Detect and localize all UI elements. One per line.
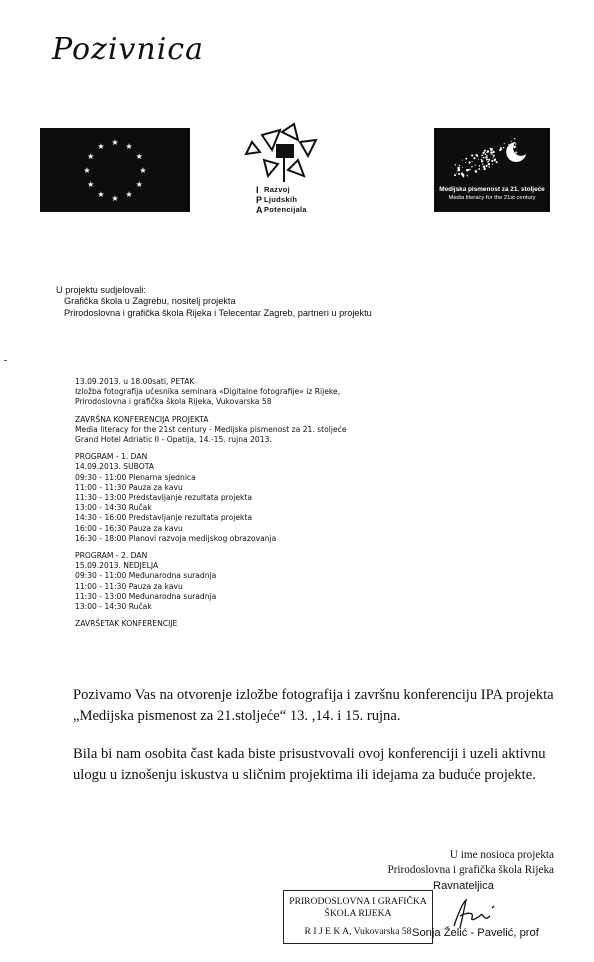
- schedule-line: Grand Hotel Adriatic II - Opatija, 14.-15. rujna 2013.: [75, 435, 272, 445]
- starburst-dot: [482, 152, 484, 154]
- eu-star-icon: ★: [125, 190, 133, 200]
- starburst-dot: [478, 159, 479, 160]
- eu-star-icon: ★: [97, 190, 105, 200]
- starburst-dot: [483, 166, 485, 168]
- starburst-dot: [490, 148, 491, 149]
- starburst-dot: [487, 161, 489, 163]
- eu-star-icon: ★: [83, 166, 91, 175]
- starburst-dot: [458, 173, 460, 175]
- starburst-dot: [485, 156, 487, 158]
- eu-star-icon: ★: [125, 141, 133, 151]
- starburst-dot: [482, 164, 483, 165]
- participants-heading: U projektu sudjelovali:: [56, 285, 146, 295]
- starburst-dot: [478, 168, 480, 170]
- starburst-dot: [492, 148, 493, 149]
- on-behalf-line: U ime nosioca projekta: [449, 849, 554, 861]
- stamp-line: R I J E K A, Vukovarska 58: [304, 926, 412, 937]
- starburst-dot: [462, 167, 463, 168]
- schedule-line: ZAVRŠNA KONFERENCIJA PROJEKTA: [75, 414, 209, 424]
- starburst-icon: [434, 128, 550, 188]
- starburst-dot: [477, 155, 478, 156]
- starburst-dot: [490, 150, 492, 152]
- schedule-line: 11:00 - 11:30 Pauza za kavu: [75, 482, 183, 492]
- eu-star-icon: ★: [87, 180, 95, 189]
- eu-star-icon: ★: [135, 180, 143, 189]
- starburst-dot: [487, 159, 488, 160]
- media-logo-subtitle: Media literacy for the 21st century: [448, 195, 536, 201]
- stamp-line: PRIRODOSLOVNA I GRAFIČKA: [289, 896, 427, 907]
- starburst-dot: [465, 158, 467, 160]
- scan-mark: [4, 360, 7, 361]
- schedule-line: 13:00 - 14:30 Ručak: [75, 602, 152, 612]
- participant-line: Grafička škola u Zagrebu, nositelj projekta: [64, 296, 236, 307]
- day1-block: [75, 452, 347, 544]
- starburst-dot: [462, 160, 463, 161]
- starburst-dot: [475, 170, 478, 173]
- starburst-dot: [473, 157, 475, 159]
- starburst-dot: [490, 154, 491, 155]
- event-schedule: [75, 377, 347, 629]
- ipa-letter: I: [256, 185, 259, 195]
- starburst-dot: [472, 161, 473, 162]
- starburst-dot: [481, 160, 483, 162]
- document-title: Pozivnica: [52, 32, 204, 67]
- starburst-dot: [466, 169, 469, 172]
- participants-section: [56, 285, 372, 319]
- ipa-acronym: [256, 185, 263, 215]
- schedule-line: 13.09.2013. u 18.00sati, PETAK: [75, 377, 195, 386]
- schedule-line: 16:00 - 16:30 Pauza za kavu: [75, 523, 183, 533]
- starburst-dot: [481, 154, 483, 156]
- starburst-dot: [515, 151, 517, 153]
- starburst-dot: [456, 171, 457, 172]
- starburst-dot: [491, 160, 493, 162]
- starburst-dot: [493, 158, 494, 159]
- exhibition-block: [75, 377, 347, 408]
- media-literacy-logo: [434, 128, 550, 212]
- starburst-dot: [487, 150, 489, 152]
- starburst-dot: [488, 163, 490, 165]
- eu-star-icon: ★: [139, 166, 147, 175]
- starburst-dot: [492, 164, 493, 165]
- schedule-line: 14:30 - 16:00 Predstavljanje rezultata projekta: [75, 513, 253, 523]
- ipa-letter: A: [256, 205, 263, 215]
- schedule-line: 11:30 - 13:00 Predstavljanje rezultata projekta: [75, 493, 253, 503]
- starburst-dot: [471, 166, 472, 167]
- starburst-dot: [513, 146, 516, 149]
- starburst-dot: [503, 147, 505, 149]
- starburst-dot: [486, 165, 488, 167]
- ipa-tagline-line: Ljudskih: [264, 195, 298, 204]
- schedule-line: 09:30 - 11:00 Međunarodna suradnja: [75, 571, 217, 581]
- schedule-line: 16:30 - 18:00 Planovi razvoja medijskog obrazovanja: [75, 533, 277, 543]
- honor-paragraph: Bila bi nam osobita čast kada biste prisustvovali ovoj konferenciji i uzeli aktivnu ulogu u iznošenju iskustva u sličnim projektima ili idejama za buduće projekte.: [73, 746, 546, 783]
- ipa-tagline-line: Razvoj: [264, 185, 290, 194]
- starburst-dot: [514, 138, 516, 140]
- conference-block: [75, 415, 347, 446]
- starburst-dot: [500, 145, 501, 146]
- director-name: Sonja Želić - Pavelić, prof: [412, 927, 539, 939]
- day2-block: [75, 551, 347, 612]
- eu-flag-logo: [40, 128, 190, 212]
- schedule-line: 09:30 - 11:00 Plenarna sjednica: [75, 472, 196, 482]
- schedule-line: 15.09.2013. NEDJELJA: [75, 561, 159, 571]
- media-logo-title: Medijska pismenost za 21. stoljeće: [439, 186, 545, 193]
- schedule-line: 11:30 - 13:00 Međunarodna suradnja: [75, 591, 217, 601]
- starburst-dot: [515, 143, 516, 144]
- starburst-dot: [496, 161, 498, 163]
- schedule-line: PROGRAM - 1. DAN: [75, 452, 148, 462]
- eu-star-icon: ★: [111, 194, 119, 203]
- eu-stars-icon: [40, 128, 190, 212]
- eu-star-icon: ★: [135, 152, 143, 161]
- eu-star-icon: ★: [111, 138, 119, 147]
- ipa-letter: P: [256, 195, 263, 205]
- starburst-dot: [511, 141, 512, 142]
- ipa-pinwheel-logo: [232, 120, 352, 240]
- starburst-dot: [484, 150, 486, 152]
- starburst-dot: [488, 159, 490, 161]
- starburst-dot: [479, 165, 481, 167]
- schedule-line: PROGRAM - 2. DAN: [75, 551, 148, 561]
- starburst-dot: [471, 154, 473, 156]
- school-line: Prirodoslovna i grafička škola Rijeka: [387, 864, 554, 876]
- starburst-dot: [456, 173, 457, 174]
- schedule-line: Prirodoslovna i grafička škola Rijeka, Vukovarska 58: [75, 397, 272, 407]
- participant-line: Prirodoslovna i grafička škola Rijeka i Telecentar Zagreb, partneri u projektu: [64, 307, 372, 318]
- eu-star-icon: ★: [97, 141, 105, 151]
- starburst-dot: [461, 173, 464, 176]
- starburst-dot: [493, 156, 494, 157]
- starburst-dot: [492, 154, 493, 155]
- starburst-dot: [475, 165, 476, 166]
- schedule-line: 11:00 - 11:30 Pauza za kavu: [75, 581, 183, 591]
- starburst-dot: [483, 157, 485, 159]
- schedule-line: 14.09.2013. SUBOTA: [75, 462, 154, 472]
- ipa-tagline: [264, 185, 307, 215]
- starburst-dot: [488, 166, 490, 168]
- director-role: Ravnateljica: [433, 880, 494, 892]
- starburst-dot: [500, 147, 502, 149]
- stamp-line: ŠKOLA RIJEKA: [324, 908, 392, 919]
- starburst-dot: [469, 161, 471, 163]
- starburst-dot: [457, 167, 460, 170]
- starburst-dot: [508, 144, 509, 145]
- starburst-dot: [492, 151, 495, 154]
- signature-block: [387, 848, 554, 878]
- ipa-tagline-line: Potencijala: [264, 205, 307, 214]
- starburst-dot: [490, 152, 492, 154]
- starburst-dot: [465, 162, 466, 163]
- schedule-line: 13:00 - 14:30 Ručak: [75, 503, 152, 513]
- starburst-dot: [454, 174, 456, 176]
- starburst-dot: [459, 165, 460, 166]
- starburst-dot: [455, 164, 456, 165]
- school-stamp: [283, 890, 433, 944]
- starburst-dot: [481, 159, 482, 160]
- closing-line: ZAVRŠETAK KONFERENCIJE: [75, 619, 178, 629]
- eu-star-icon: ★: [87, 152, 95, 161]
- starburst-dot: [504, 143, 505, 144]
- starburst-dot: [483, 168, 485, 170]
- schedule-line: Izložba fotografija učesnika seminara «Digitalne fotografije» iz Rijeke,: [75, 387, 341, 397]
- starburst-dot: [466, 175, 467, 176]
- invitation-paragraph: Pozivamo Vas na otvorenje izložbe fotografija i završnu konferenciju IPA projekta „Medijska pismenost za 21.stoljeće“ 13. ,14. i 15. rujna.: [73, 687, 554, 724]
- starburst-dot: [486, 155, 487, 156]
- starburst-dot: [463, 176, 464, 177]
- schedule-line: Media literacy for the 21st century - Medijska pismenost za 21. stoljeće: [75, 424, 347, 434]
- starburst-dot: [485, 154, 486, 155]
- starburst-dot: [494, 158, 496, 160]
